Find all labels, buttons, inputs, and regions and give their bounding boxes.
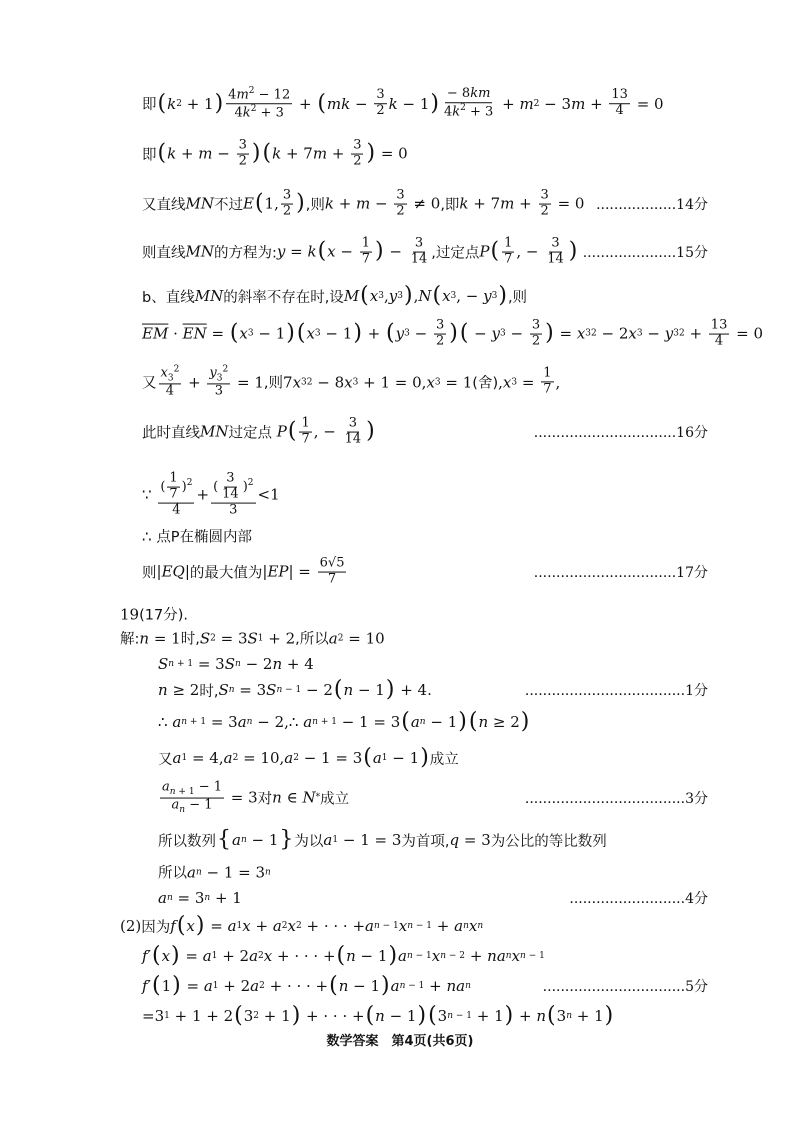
eq-line-18 [0, 778, 800, 818]
eq-line-14-content: S n + 1 = 3 S n − 2 n + 4 [158, 655, 314, 673]
problem-19-heading: 19 (17分). [120, 605, 188, 624]
eq-line-25-content: =3 1 + 1 + 2 ( 3 2 + 1 ) + · · · + ( n − 1 ) ( 3 n − 1 + 1 ) + n ( 3 n + 1 ) [142, 1003, 614, 1028]
eq-line-11 [0, 552, 800, 592]
eq-line-10-content: ∴ 点P在椭圆内部 [142, 527, 253, 546]
eq-line-4-content: 则直线 MN 的方程为: y = k ( x − $\frac{1}{7}$ ) − $\frac{3}{14}$ ,过定点 P ( $\frac{1}{7}$ , − $\frac{3}{14}$ ) [142, 235, 578, 267]
eq-line-23-content: f ′ ( x ) = a 1 + 2 a 2 x + · · · + ( n − 1 ) a n − 1 x n − 2 + na n x n − 1 [142, 943, 545, 968]
score-3: ....................................3分 [524, 791, 708, 807]
eq-line-7-content: 又 $\frac{x_3^2}{4}$ + $\frac{y_3^2}{3}$ = 1 ,则 7 x 3 2 − 8 x 3 + 1 = 0, x 3 = 1 (舍) , x 3 = $\frac{1}{7}$ , [142, 364, 561, 399]
score-15: .....................15分 [582, 245, 708, 261]
eq-line-15-content: n ≥ 2 时, S n = 3 S n − 1 − 2 ( n − 1 ) + 4. [158, 677, 432, 702]
eq-line-9 [0, 468, 800, 522]
eq-line-10 [0, 516, 800, 556]
eq-line-4 [0, 232, 800, 272]
eq-line-9-content: ∵ ( $\frac{1}{7}$ )$^2$ 4 + ( $\frac{3}{14}$ )$^2$ 3 <1 [142, 470, 280, 518]
eq-line-1-content: 即 ( k 2 + 1 ) $\frac{4m^2 - 12}{4k^2 + 3}$ + ( mk − $\frac{3}{2}$ k − 1 ) $\frac{- 8km}{4k^2 + 3}$ + m 2 − 3 m + $\frac{13}{4}$ = 0 [142, 86, 664, 121]
score-5: ................................5分 [542, 979, 708, 995]
score-1: ....................................1分 [524, 683, 708, 699]
eq-line-8-content: 此时直线 MN 过定点 P ( $\frac{1}{7}$ , − $\frac{3}{14}$ ) [142, 415, 375, 447]
eq-line-5 [0, 276, 800, 316]
eq-line-5-content: b、直线 MN 的斜率不存在时,设 M ( x 3 , y 3 ) , N ( x 3 , − y 3 ) ,则 [142, 283, 528, 308]
score-16: ................................16分 [533, 425, 708, 441]
score-4: ..........................4分 [569, 891, 708, 907]
eq-line-13-content: 解: n = 1 时, S 2 = 3 S 1 + 2 ,所以 a 2 = 10 [120, 629, 385, 648]
score-14: ..................14分 [596, 197, 708, 213]
eq-line-2-content: 即 ( k + m − $\frac{3}{2}$ ) ( k + 7 m + $\frac{3}{2}$ ) = 0 [142, 137, 408, 169]
eq-line-16 [0, 702, 800, 742]
eq-line-2 [0, 134, 800, 174]
score-17: ................................17分 [533, 565, 708, 581]
eq-line-3 [0, 184, 800, 224]
eq-line-7 [0, 362, 800, 402]
page-footer [0, 1030, 800, 1056]
eq-line-21-content: a n = 3 n + 1 [158, 889, 242, 907]
eq-line-20-content: 所以 a n − 1 = 3 n [158, 863, 271, 882]
eq-line-18-content: $\frac{a_{n + 1} - 1}{a_n - 1}$ = 3 对 n ∈ N * 成立 [162, 779, 350, 816]
eq-line-22-content: (2) 因为 f ( x ) = a 1 x + a 2 x 2 + · · · + a n − 1 x n − 1 + a n x n [120, 913, 484, 938]
eq-line-16-content: ∴ a n + 1 = 3 a n − 2,∴ a n + 1 − 1 = 3 ( a n − 1 ) ( n ≥ 2 ) [158, 709, 530, 734]
eq-line-6 [0, 314, 800, 354]
eq-line-19-content: 所以数列 { a n − 1 } 为以 a 1 − 1 = 3 为首项, q = 3 为公比的等比数列 [158, 827, 607, 852]
eq-line-1 [0, 84, 800, 124]
page-number-text: 数学答案 第4页(共6页) [326, 1034, 474, 1049]
eq-line-17 [0, 738, 800, 778]
eq-line-24-content: f ′ ( 1 ) = a 1 + 2 a 2 + · · · + ( n − 1 ) a n − 1 + na n [142, 973, 471, 998]
eq-line-8 [0, 412, 800, 452]
eq-line-11-content: 则 | EQ | 的最大值为 | EP | = $\frac{6√5}{7}$ [142, 555, 345, 587]
eq-line-3-content: 又直线 MN 不过 E ( 1, $\frac{3}{2}$ ) ,则 k + m − $\frac{3}{2}$ ≠ 0 ,即 k + 7 m + $\frac{3}{2}$ = 0 [142, 187, 585, 219]
eq-line-17-content: 又 a 1 = 4, a 2 = 10, a 2 − 1 = 3 ( a 1 − 1 ) 成立 [158, 745, 459, 770]
eq-line-6-content: $\overline{EM}$ · $\overline{EN}$ = ( x 3 − 1 ) ( x 3 − 1 ) + ( y 3 − $\frac{3}{2}$ ) ( − y 3 − $\frac{3}{2}$ ) = x 3 2 − 2 x 3 − y 3 2 + $\frac{13}{4}$ = 0 [142, 317, 763, 349]
